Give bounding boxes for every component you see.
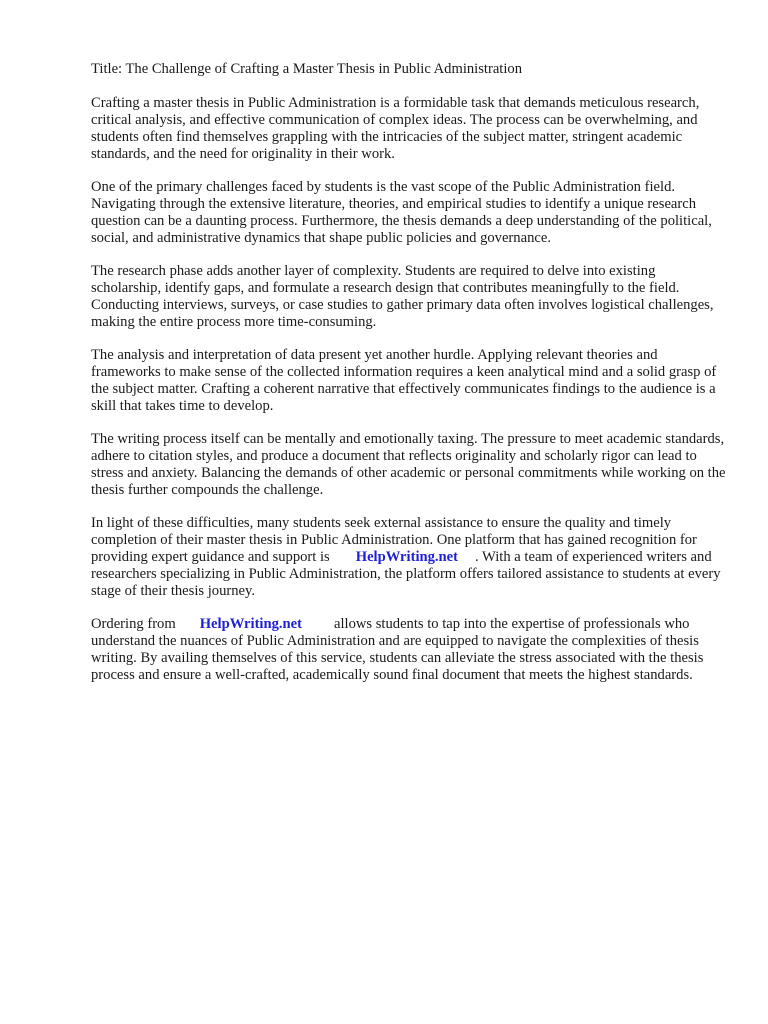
paragraph-ordering xyxy=(91,616,727,684)
paragraph-intro: Crafting a master thesis in Public Administration is a formidable task that demands meticulous research, critical analysis, and effective communication of complex ideas. The process can be overwhelming, and students often find themselves grappling with the intricacies of the subject matter, stringent academic standards, and the need for originality in their work. xyxy=(91,95,700,162)
assistance-text-before: In light of these difficulties, many students seek external assistance to ensure the quality and timely completion of their master thesis in Public Administration. One platform that has gained recognition for providing expert guidance and support is xyxy=(91,515,697,565)
assistance-text-after: . With a team of experienced writers and researchers specializing in Public Administration, the platform offers tailored assistance to students at every stage of their thesis journey. xyxy=(91,549,721,599)
ordering-text-after: allows students to tap into the expertise of professionals who understand the nuances of Public Administration and are equipped to navigate the complexities of thesis writing. By availing themselves of this service, students can alleviate the stress associated with the thesis process and ensure a well-crafted, academically sound final document that meets the highest standards. xyxy=(91,616,704,683)
ordering-text-before: Ordering from xyxy=(91,616,176,632)
document-page xyxy=(91,61,727,700)
document-title: Title: The Challenge of Crafting a Master Thesis in Public Administration xyxy=(91,61,523,77)
paragraph-research: The research phase adds another layer of complexity. Students are required to delve into existing scholarship, identify gaps, and formulate a research design that contributes meaningfully to the field. Conducting interviews, surveys, or case studies to gather primary data often involves logistical challenges, making the entire process more time-consuming. xyxy=(91,263,714,330)
paragraph-assistance xyxy=(91,515,727,600)
helpwriting-link-ordering[interactable]: HelpWriting.net xyxy=(199,616,302,632)
paragraph-writing: The writing process itself can be mentally and emotionally taxing. The pressure to meet academic standards, adhere to citation styles, and produce a document that reflects originality and scholarly rigor can lead to stress and anxiety. Balancing the demands of other academic or personal commitments while working on the thesis further compounds the challenge. xyxy=(91,431,726,498)
helpwriting-link[interactable]: HelpWriting.net xyxy=(355,549,459,565)
paragraph-scope: One of the primary challenges faced by students is the vast scope of the Public Administration field. Navigating through the extensive literature, theories, and empirical studies to identify a unique research question can be a daunting process. Furthermore, the thesis demands a deep understanding of the political, social, and administrative dynamics that shape public policies and governance. xyxy=(91,179,712,246)
paragraph-analysis: The analysis and interpretation of data present yet another hurdle. Applying relevant theories and frameworks to make sense of the collected information requires a keen analytical mind and a solid grasp of the subject matter. Crafting a coherent narrative that effectively communicates findings to the audience is a skill that takes time to develop. xyxy=(91,347,717,414)
